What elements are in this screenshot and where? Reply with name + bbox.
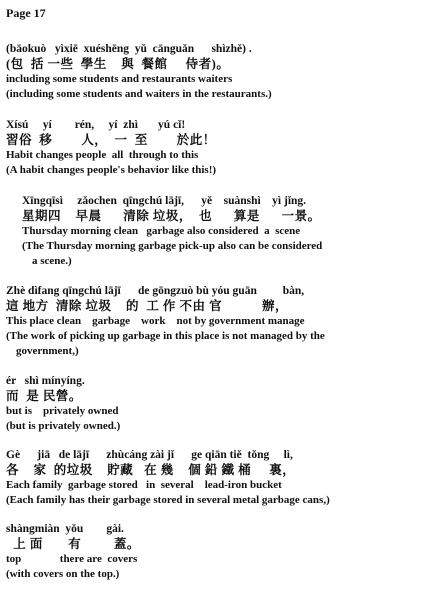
- english-gloss-line: including some students and restaurants waiters: [6, 73, 233, 85]
- english-gloss-line: This place clean garbage work not by government manage: [6, 315, 305, 327]
- sentence-block-4: [6, 284, 419, 359]
- translation-line: (with covers on the top.): [6, 568, 120, 580]
- pinyin-line: Zhè dìfang qīngchú lājī de gōngzuò bù yóu guān bàn,: [6, 285, 305, 297]
- translation-continuation: a scene.): [32, 255, 72, 267]
- translation-line: (but is privately owned.): [6, 420, 121, 432]
- chinese-line: 這 地方 清除 垃圾 的 工 作 不由 官 辦，: [6, 299, 289, 313]
- pinyin-line: Xísú yí rén, yí zhì yú cǐ!: [6, 119, 186, 131]
- chinese-line: 習俗 移 人， 一 至 於此！: [6, 133, 216, 147]
- chinese-line: (包 括 一些 學生 與 餐館 侍者)。: [6, 57, 230, 71]
- chinese-line: 各 家 的垃圾 貯藏 在 幾 個 鉛 鐵 桶 裏，: [6, 463, 296, 477]
- pinyin-line: (bāokuò yìxiē xuéshēng yǔ cānguǎn shìzhě) .: [6, 43, 252, 55]
- page-number: Page 17: [6, 6, 46, 20]
- sentence-block-6: [6, 448, 419, 508]
- chinese-line: 而 是 民營。: [6, 389, 82, 403]
- pinyin-line: Xīngqīsì zǎochen qīngchú lājī, yě suànshì yì jǐng.: [22, 195, 307, 207]
- english-gloss-line: Habit changes people all through to this: [6, 149, 199, 161]
- sentence-block-7: [6, 522, 419, 582]
- translation-line: (Each family has their garbage stored in several metal garbage cans,): [6, 494, 330, 506]
- pinyin-line: Gè jiā de lājī zhùcáng zài jǐ ge qiān tiě tǒng lì,: [6, 449, 293, 461]
- english-gloss-line: top there are covers: [6, 553, 138, 565]
- pinyin-line: ér shì mínyíng.: [6, 375, 85, 387]
- sentence-block-3: [22, 194, 419, 269]
- translation-continuation: government,): [16, 345, 79, 357]
- translation-line: [22, 239, 419, 269]
- translation-line: [6, 329, 419, 359]
- translation-text: (The work of picking up garbage in this place is not managed by the: [6, 330, 325, 342]
- sentence-block-5: [6, 374, 419, 434]
- pinyin-line: shàngmiàn yǒu gài.: [6, 523, 124, 535]
- chinese-line: 星期四 早晨 清除 垃圾， 也 算是 一景。: [22, 209, 321, 223]
- english-gloss-line: but is privately owned: [6, 405, 119, 417]
- translation-text: (The Thursday morning garbage pick-up also can be considered: [22, 240, 323, 252]
- sentence-block-1: [6, 42, 419, 102]
- chinese-line: 上 面 有 蓋。: [6, 537, 140, 551]
- sentence-block-2: [6, 118, 419, 178]
- translation-line: (A habit changes people's behavior like this!): [6, 164, 217, 176]
- translation-line: (including some students and waiters in the restaurants.): [6, 88, 272, 100]
- english-gloss-line: Each family garbage stored in several lead-iron bucket: [6, 479, 282, 491]
- english-gloss-line: Thursday morning clean garbage also considered a scene: [22, 225, 301, 237]
